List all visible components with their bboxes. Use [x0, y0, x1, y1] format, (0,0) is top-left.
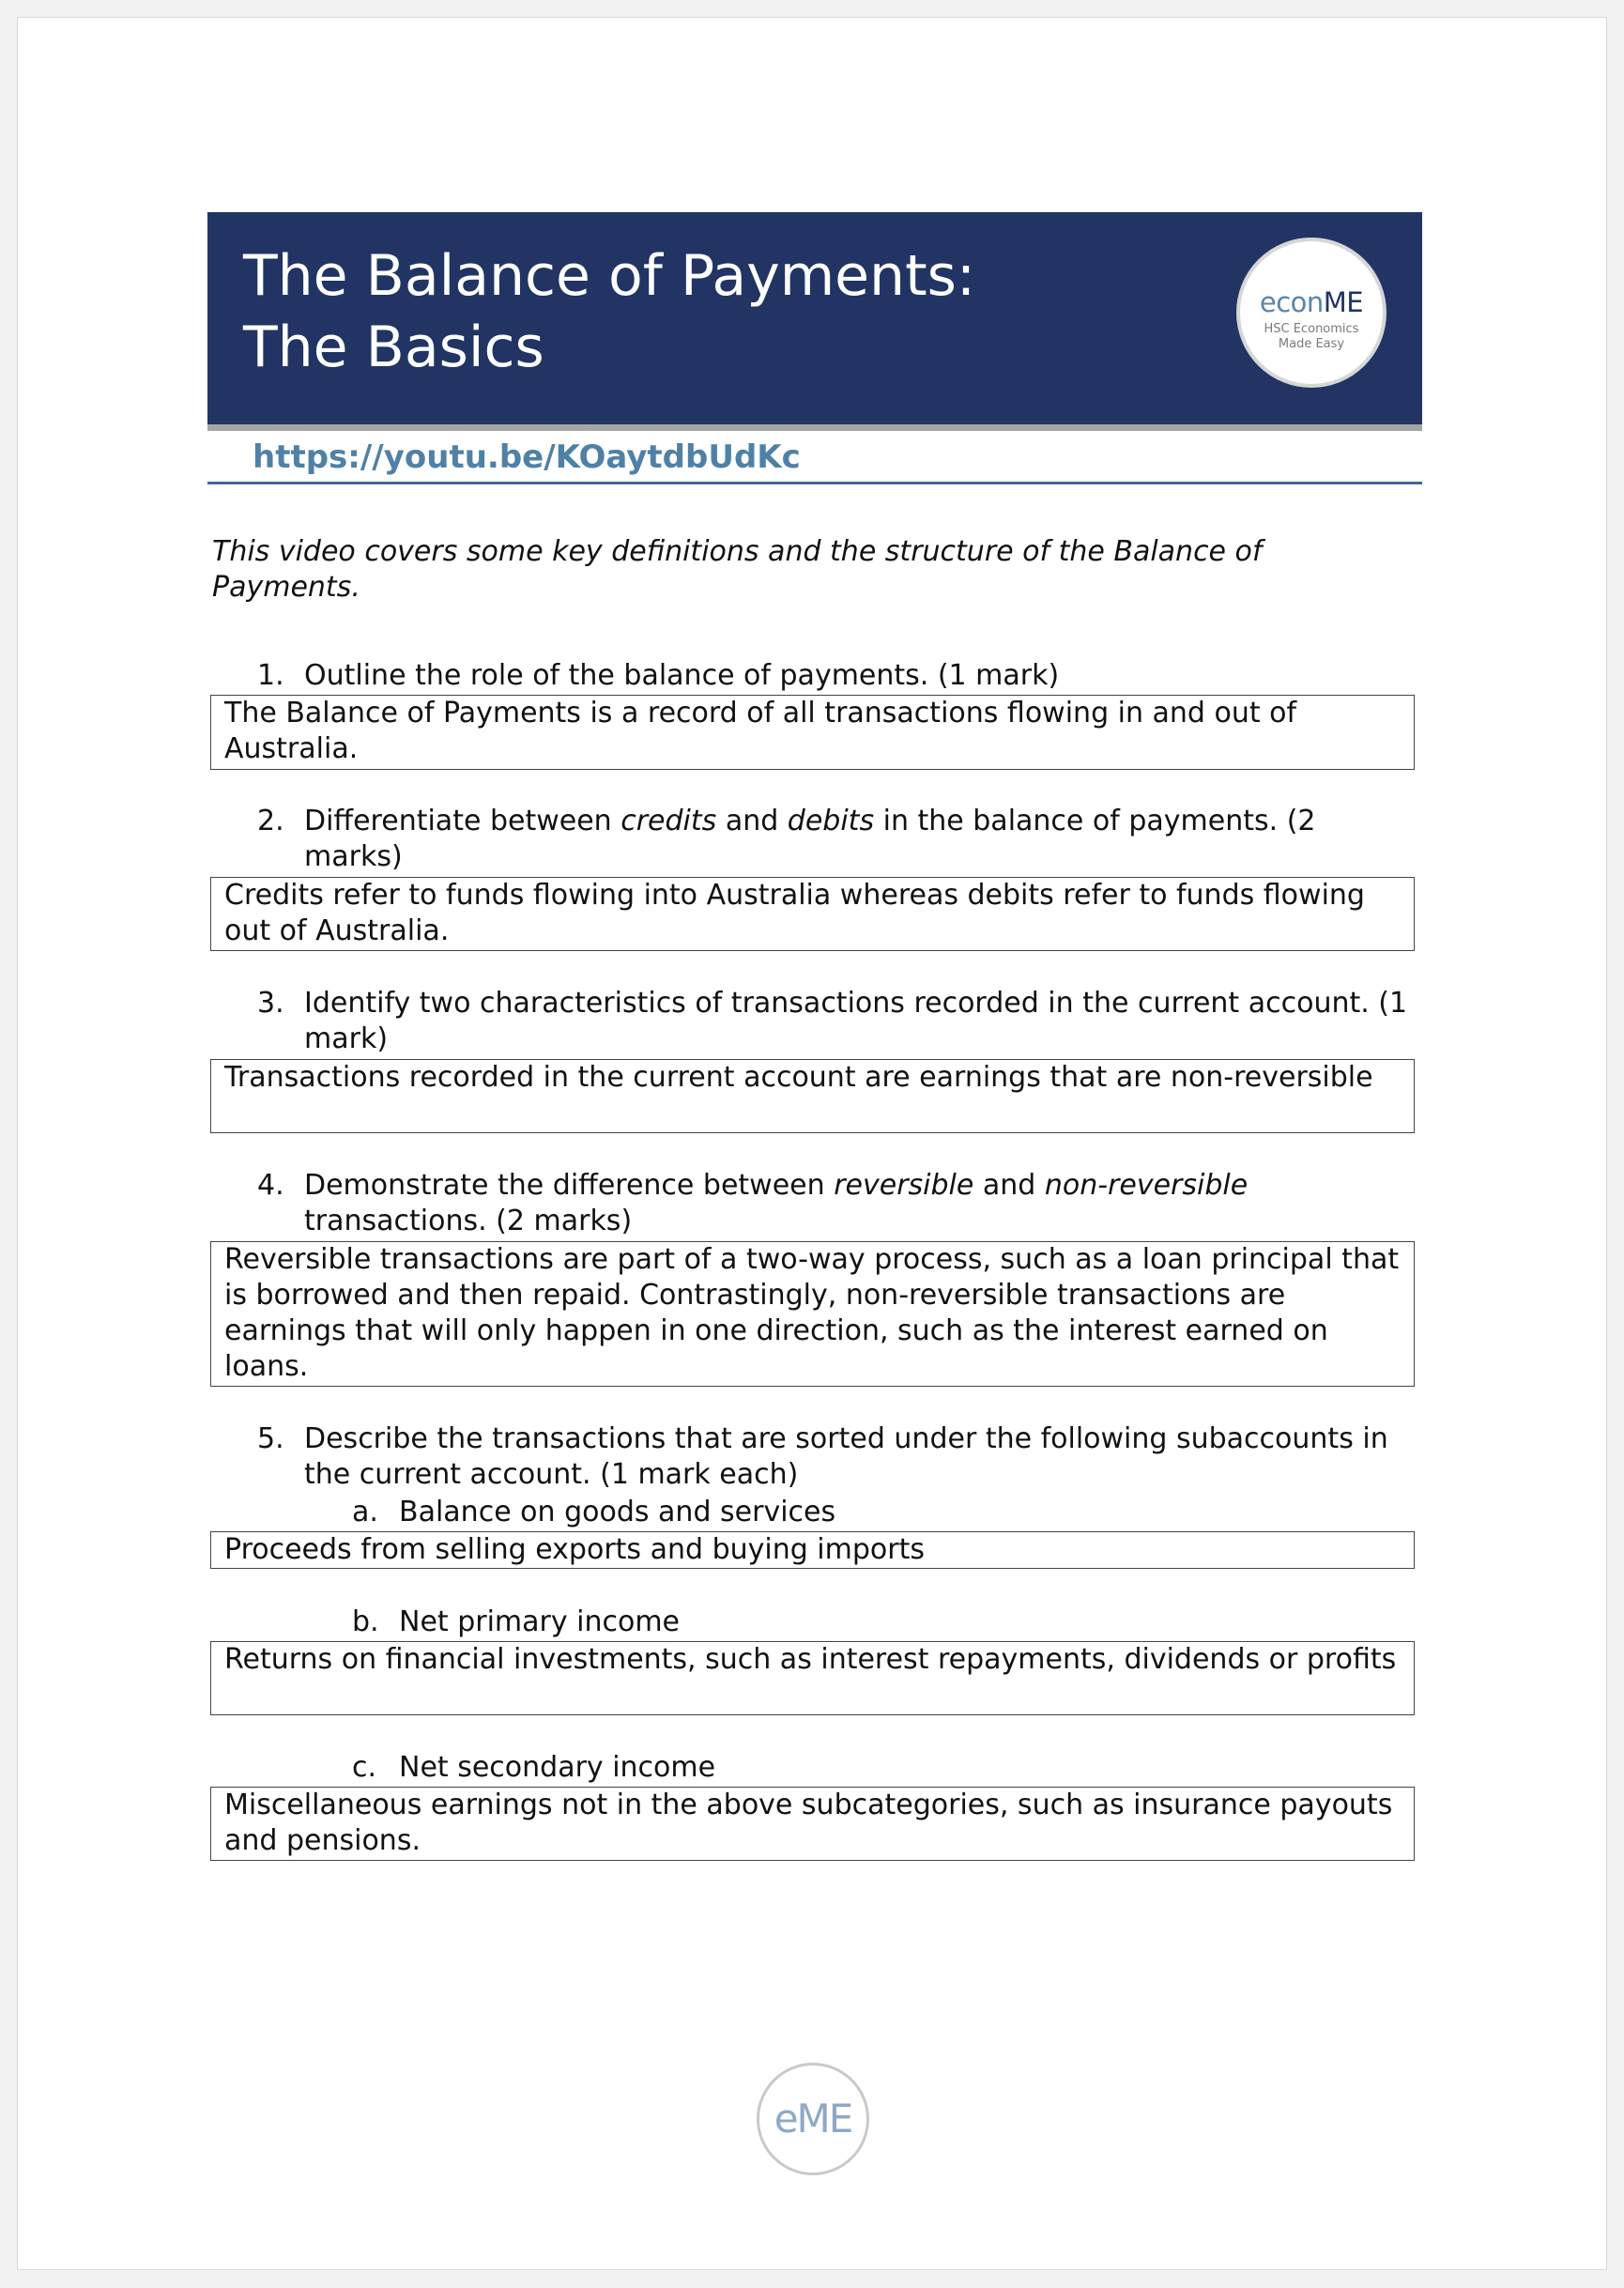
- answer-box-2[interactable]: Credits refer to funds flowing into Australia whereas debits refer to funds flowing out of Australia.: [210, 877, 1415, 951]
- question-number: 2.: [257, 805, 284, 837]
- answer-box-1[interactable]: The Balance of Payments is a record of all transactions flowing in and out of Australia.: [210, 695, 1415, 770]
- logo-brand-me: ME: [1323, 286, 1364, 318]
- subquestion-text: Net primary income: [399, 1605, 681, 1638]
- subquestion-letter: c.: [352, 1751, 377, 1784]
- divider: [207, 482, 1422, 484]
- footer-logo-text: eME: [774, 2096, 852, 2142]
- question-number: 4.: [257, 1169, 284, 1202]
- page-title: [243, 240, 1088, 383]
- worksheet-page: [17, 17, 1607, 2270]
- intro-text: This video covers some key definitions and the structure of the Balance of Payments.: [212, 535, 1263, 604]
- banner-underline: [207, 424, 1422, 431]
- term-reversible: reversible: [834, 1169, 974, 1202]
- question-3: [257, 986, 1421, 1057]
- answer-box-4[interactable]: Reversible transactions are part of a two-way process, such as a loan principal that is borrowed and then repaid. Contrastingly, non-reversible transactions are earnings that will only happen in one direction, such as the interest earned on loans.: [210, 1241, 1415, 1387]
- answer-box-5c[interactable]: Miscellaneous earnings not in the above subcategories, such as insurance payouts and pensions.: [210, 1787, 1415, 1861]
- question-5: [257, 1421, 1421, 1493]
- subquestion-text: Balance on goods and services: [399, 1496, 836, 1528]
- question-number: 5.: [257, 1422, 284, 1455]
- question-text: Identify two characteristics of transactions recorded in the current account. (1 mark): [304, 987, 1408, 1055]
- subquestion-letter: a.: [352, 1496, 378, 1528]
- footer-logo: [757, 2063, 869, 2175]
- question-text: Describe the transactions that are sorted under the following subaccounts in the current account. (1 mark each): [304, 1422, 1388, 1491]
- term-non-reversible: non-reversible: [1044, 1169, 1249, 1202]
- question-text-c: transactions. (2 marks): [304, 1205, 633, 1237]
- question-text-b: and: [716, 805, 788, 837]
- term-credits: credits: [620, 805, 717, 837]
- question-text-c: in the balance of payments. (2 marks): [304, 805, 1316, 873]
- subquestion-letter: b.: [352, 1605, 379, 1638]
- subquestion-text: Net secondary income: [399, 1751, 716, 1784]
- logo-brand: [1240, 286, 1383, 318]
- question-text-a: Demonstrate the difference between: [304, 1169, 835, 1202]
- question-text-a: Differentiate between: [304, 805, 621, 837]
- page-title-line-1: The Balance of Payments:: [243, 243, 976, 309]
- question-1: [257, 658, 1421, 694]
- question-text: Outline the role of the balance of payments. (1 mark): [304, 659, 1060, 692]
- question-number: 3.: [257, 987, 284, 1020]
- term-debits: debits: [787, 805, 875, 837]
- logo-tagline-2: Made Easy: [1278, 337, 1345, 351]
- logo-brand-econ: econ: [1259, 286, 1324, 318]
- page-title-line-2: The Basics: [243, 315, 544, 380]
- subquestion-a: [352, 1495, 835, 1530]
- video-link[interactable]: https://youtu.be/KOaytdbUdKc: [253, 438, 801, 476]
- econme-logo: [1236, 238, 1387, 388]
- answer-box-5a[interactable]: Proceeds from selling exports and buying imports: [210, 1531, 1415, 1569]
- subquestion-c: [352, 1750, 715, 1786]
- answer-box-5b[interactable]: Returns on financial investments, such as interest repayments, dividends or profits: [210, 1641, 1415, 1715]
- answer-box-3[interactable]: Transactions recorded in the current account are earnings that are non-reversible: [210, 1059, 1415, 1133]
- subquestion-b: [352, 1605, 680, 1640]
- title-banner: [207, 212, 1422, 424]
- question-number: 1.: [257, 659, 284, 692]
- question-4: [257, 1168, 1421, 1239]
- question-text-b: and: [973, 1169, 1045, 1202]
- question-2: [257, 804, 1421, 875]
- logo-tagline-1: HSC Economics: [1264, 322, 1359, 336]
